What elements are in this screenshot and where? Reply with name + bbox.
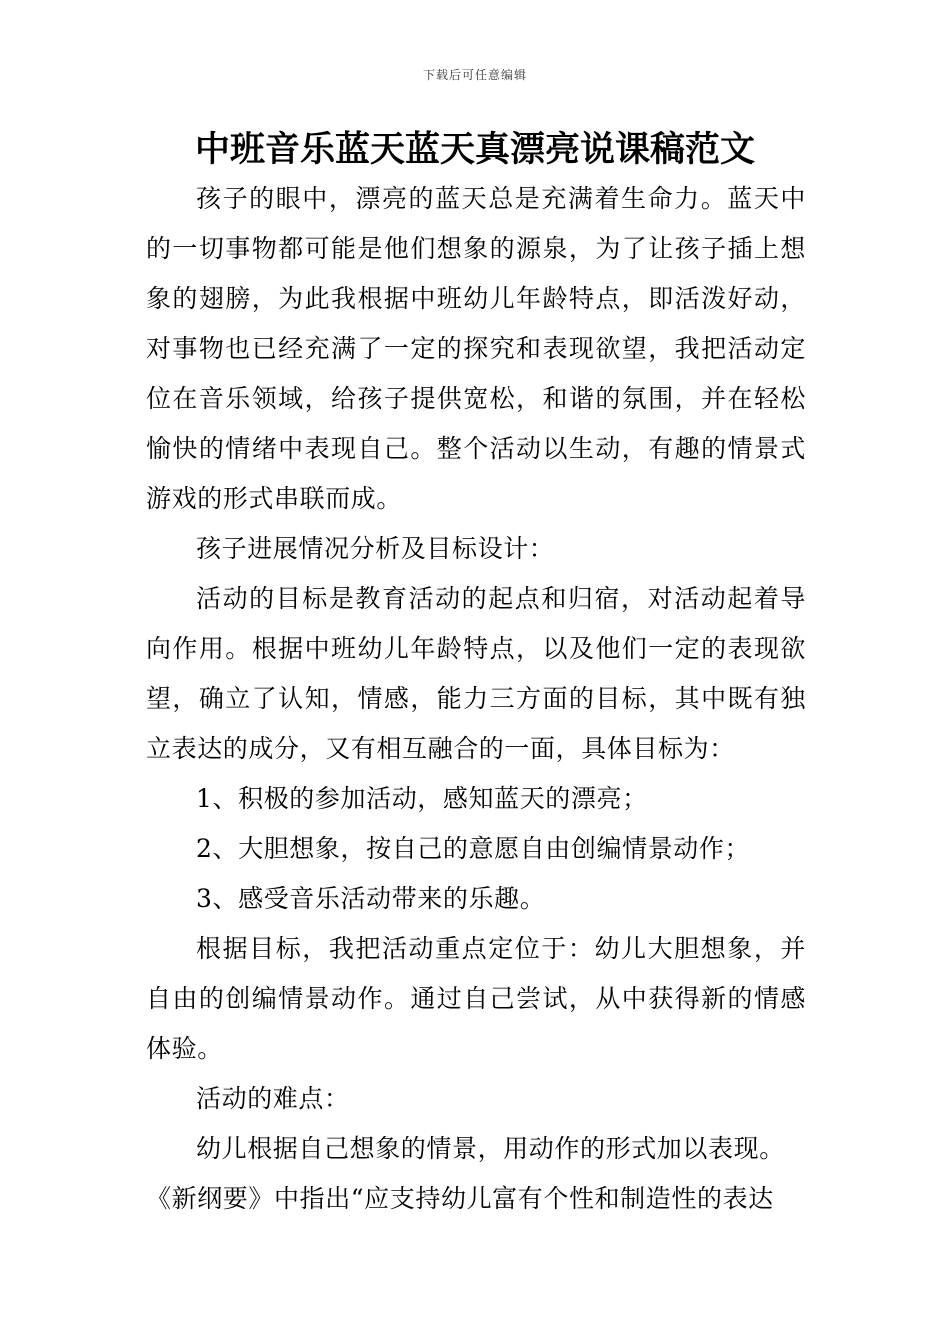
paragraph-analysis-heading: 孩子进展情况分析及目标设计：: [196, 534, 555, 563]
goal-item-1: 1、积极的参加活动，感知蓝天的漂亮；: [196, 784, 648, 813]
paragraph-difficulty: 幼儿根据自己想象的情景，用动作的形式加以表现。: [196, 1134, 785, 1163]
goal-item-3: 3、感受音乐活动带来的乐趣。: [196, 884, 546, 913]
document-body: [146, 174, 806, 1224]
paragraph-intro: 孩子的眼中，漂亮的蓝天总是充满着生命力。蓝天中的一切事物都可能是他们想象的源泉，为了让孩子插上想象的翅膀，为此我根据中班幼儿年龄特点，即活泼好动，对事物也已经充满了一定的探究和表现欲望，我把活动定位在音乐领域，给孩子提供宽松，和谐的氛围，并在轻松愉快的情绪中表现自己。整个活动以生动，有趣的情景式游戏的形式串联而成。: [146, 184, 806, 513]
header-note: 下载后可任意编辑: [422, 68, 527, 82]
document-title: 中班音乐蓝天蓝天真漂亮说课稿范文: [194, 130, 755, 170]
paragraph-quote: 《新纲要》中指出“应支持幼儿富有个性和制造性的表达: [146, 1184, 774, 1213]
goal-item-2: 2、大胆想象，按自己的意愿自由创编情景动作；: [196, 834, 751, 863]
paragraph-difficulty-heading: 活动的难点：: [196, 1084, 350, 1113]
paragraph-goals: 活动的目标是教育活动的起点和归宿，对活动起着导向作用。根据中班幼儿年龄特点，以及他们一定的表现欲望，确立了认知，情感，能力三方面的目标，其中既有独立表达的成分，又有相互融合的一面，具体目标为：: [146, 584, 806, 763]
paragraph-key-point: 根据目标，我把活动重点定位于：幼儿大胆想象，并自由的创编情景动作。通过自己尝试，从中获得新的情感体验。: [146, 934, 806, 1063]
